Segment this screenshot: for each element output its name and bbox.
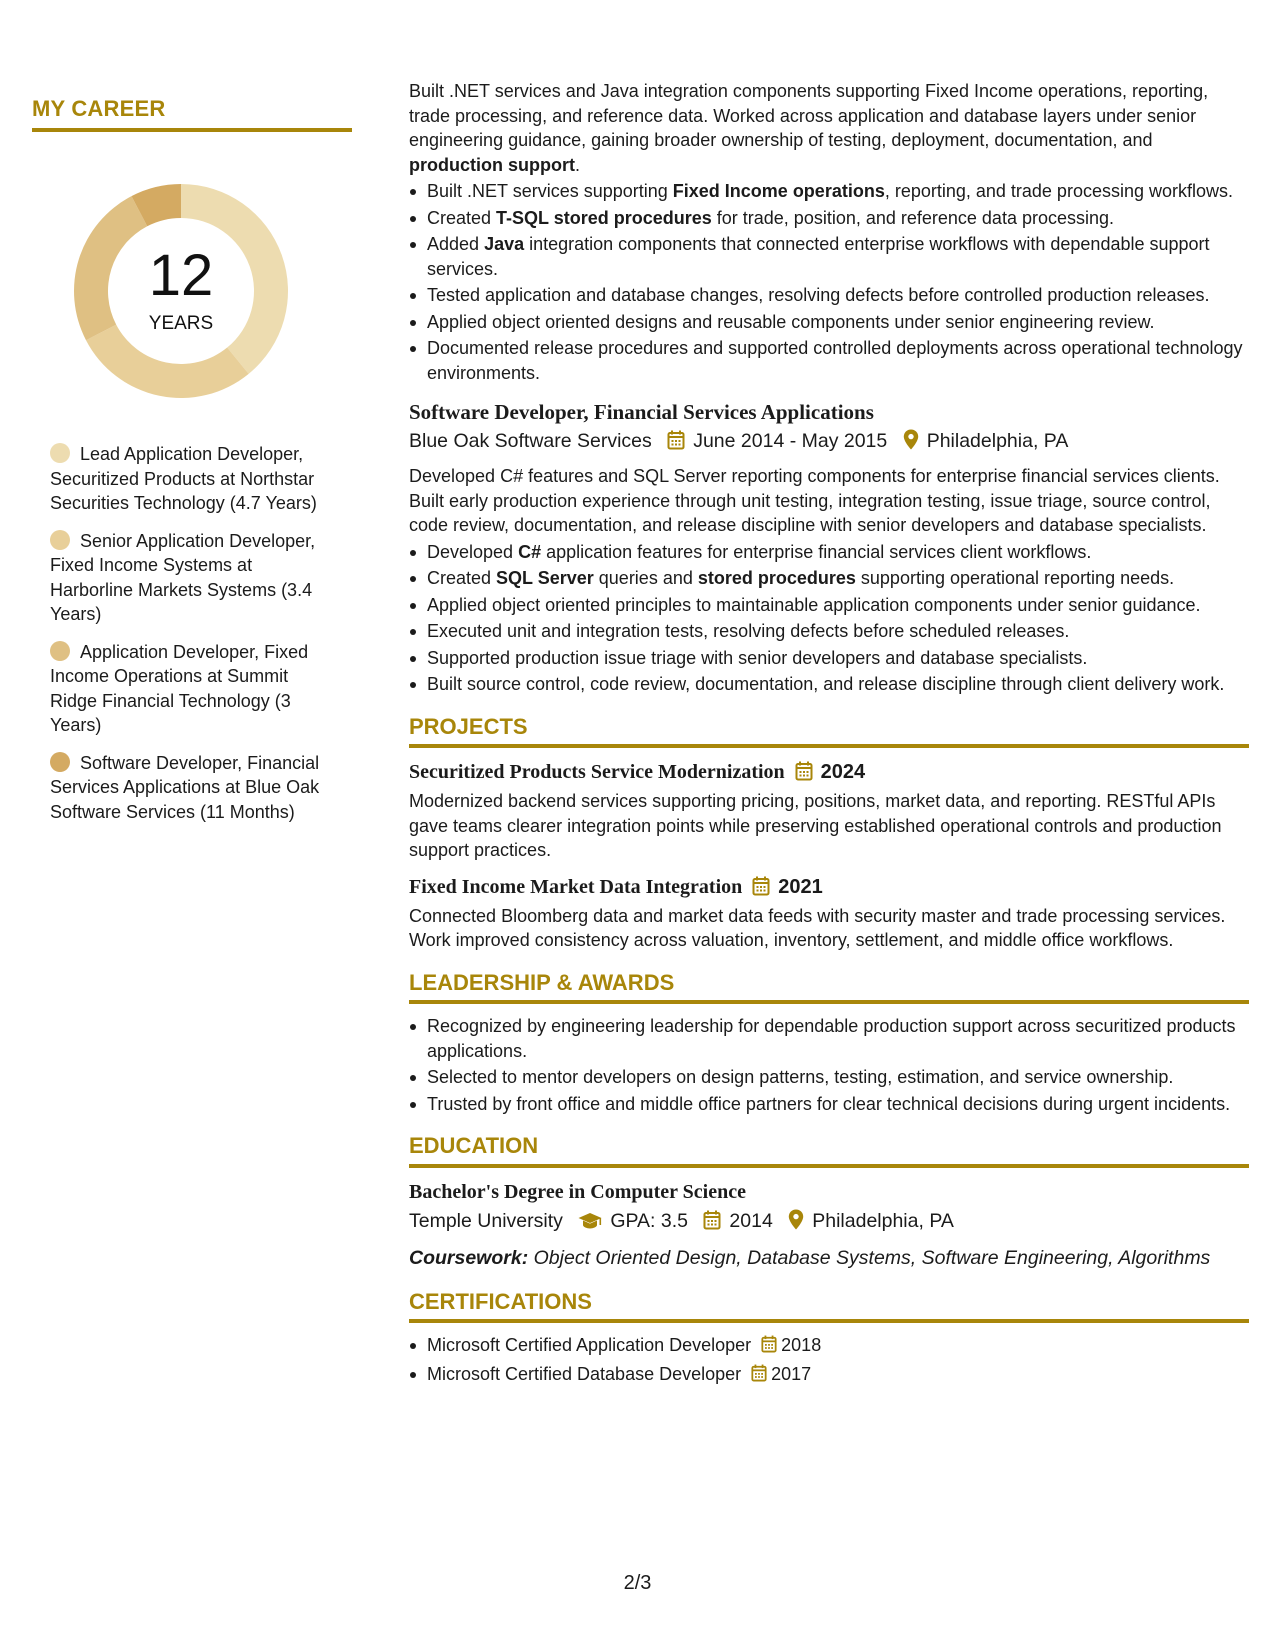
legend-item [50, 529, 332, 627]
calendar-icon [667, 429, 685, 459]
text: application features for enterprise financial services client workflows. [541, 541, 1092, 562]
job-bullets [409, 179, 1249, 385]
legend-label: Lead Application Developer, Securitized Products at Northstar Securities Technology (4.7 Years) [50, 444, 317, 513]
project-description: Connected Bloomberg data and market data feeds with security master and trade processing services. Work improved consistency across valuation, inventory, settlement, and middle office workflows. [409, 905, 1226, 950]
text: Developed [427, 541, 519, 562]
degree-title: Bachelor's Degree in Computer Science [409, 1180, 746, 1203]
text: for trade, position, and reference data processing. [711, 207, 1115, 228]
coursework-list: Object Oriented Design, Database Systems, Software Engineering, Algorithms [533, 1246, 1211, 1269]
job-dates: June 2014 - May 2015 [693, 430, 888, 452]
bold-text: stored procedures [697, 568, 856, 588]
legend-label: Senior Application Developer, Fixed Income Systems at Harborline Markets Systems (3.4 Years) [50, 530, 316, 624]
graduation-cap-icon [578, 1209, 602, 1239]
bullet: Built source control, code review, documentation, and release discipline through client delivery work. [409, 672, 1249, 697]
bullet [409, 566, 1249, 591]
bullet: Applied object oriented designs and reusable components under senior engineering review. [409, 310, 1249, 335]
job-location: Philadelphia, PA [926, 430, 1069, 452]
bold-text: Fixed Income operations [672, 181, 885, 201]
bullet: Executed unit and integration tests, resolving defects before scheduled releases. [409, 619, 1249, 644]
calendar-icon [751, 1364, 767, 1389]
bullet: Tested application and database changes, resolving defects before controlled production releases. [409, 283, 1249, 308]
job-summary [409, 79, 1249, 177]
job-summary: Developed C# features and SQL Server reporting components for enterprise financial services clients. Built early production experience through unit testing, integration testing, issue triage, source control, code review, documentation, and release discipline with senior developers and database specialists. [409, 466, 1220, 535]
text: , reporting, and trade processing workflows. [884, 181, 1233, 201]
bold-text: T-SQL stored procedures [496, 207, 712, 228]
text: Built .NET services and Java integration components supporting Fixed Income operations, reporting, trade processing, and reference data. Worked across application and database layers under senior engineering guidance, gaining broader ownership of testing, deployment, documentation, and [409, 81, 1209, 150]
bullet [409, 540, 1249, 565]
calendar-icon [795, 761, 813, 789]
bullet [409, 179, 1249, 204]
calendar-icon [703, 1209, 721, 1239]
legend-item [50, 442, 332, 516]
company-name: Blue Oak Software Services [409, 430, 652, 452]
project-year: 2024 [820, 761, 866, 783]
legend-item [50, 751, 332, 825]
bullet: Supported production issue triage with senior developers and database specialists. [409, 646, 1249, 671]
leadership-section-title: LEADERSHIP & AWARDS [409, 971, 1249, 1005]
total-years-unit: YEARS [148, 313, 214, 334]
text: Built .NET services supporting [427, 181, 673, 201]
bold-text: C# [518, 541, 542, 562]
location-pin-icon [903, 429, 919, 459]
text: Created [427, 207, 497, 228]
bullet: Selected to mentor developers on design patterns, testing, estimation, and service ownership. [409, 1065, 1249, 1090]
project-description: Modernized backend services supporting pricing, positions, market data, and reporting. RESTful APIs gave teams clearer integration points while preserving established operational controls and production support practices. [409, 791, 1222, 860]
coursework [409, 1244, 1249, 1272]
career-legend [32, 442, 332, 824]
legend-label: Software Developer, Financial Services Applications at Blue Oak Software Services (11 Months) [50, 752, 320, 822]
calendar-icon [761, 1335, 777, 1360]
project-title-row [409, 873, 1249, 904]
certification-item [409, 1362, 1249, 1389]
bold-text: Java [484, 234, 525, 254]
certification-year: 2017 [771, 1363, 812, 1384]
text: queries and [593, 568, 698, 588]
certification-name: Microsoft Certified Application Developer [427, 1335, 752, 1355]
coursework-label: Coursework: [409, 1246, 529, 1269]
project-title-row [409, 758, 1249, 789]
project-year: 2021 [778, 875, 823, 898]
location-pin-icon [788, 1209, 804, 1239]
bullet: Recognized by engineering leadership for dependable production support across securitized products applications. [409, 1014, 1249, 1063]
certifications-section-title: CERTIFICATIONS [409, 1290, 1249, 1324]
job-bullets [409, 540, 1249, 697]
bullet [409, 232, 1249, 281]
school-location: Philadelphia, PA [812, 1209, 954, 1232]
main-content [409, 79, 1249, 1388]
text: integration components that connected enterprise workflows with dependable support services. [427, 234, 1210, 279]
legend-dot [50, 752, 70, 772]
job-meta [409, 426, 1249, 459]
text: Created [427, 568, 497, 588]
job-title: Software Developer, Financial Services Applications [409, 400, 874, 424]
legend-label: Application Developer, Fixed Income Operations at Summit Ridge Financial Technology (3 Years) [50, 641, 309, 735]
certification-year: 2018 [781, 1335, 822, 1355]
school-name: Temple University [409, 1209, 563, 1232]
projects-section-title: PROJECTS [409, 715, 1249, 749]
total-years-value: 12 [148, 243, 214, 308]
career-donut-chart [66, 176, 296, 406]
certification-item [409, 1333, 1249, 1360]
bold-text: SQL Server [496, 568, 594, 588]
leadership-bullets [409, 1014, 1249, 1116]
project-title: Fixed Income Market Data Integration [409, 875, 743, 898]
calendar-icon [752, 876, 770, 904]
bold-text: production support [409, 154, 575, 175]
education-meta [409, 1206, 1249, 1239]
graduation-year: 2014 [729, 1209, 773, 1232]
certification-name: Microsoft Certified Database Developer [427, 1363, 742, 1384]
legend-dot [50, 530, 70, 550]
donut-center [66, 176, 296, 406]
legend-item [50, 640, 332, 738]
legend-dot [50, 443, 70, 463]
text: . [574, 154, 580, 175]
bullet: Applied object oriented principles to maintainable application components under senior guidance. [409, 593, 1249, 618]
legend-dot [50, 641, 70, 661]
certification-bullets [409, 1333, 1249, 1388]
page-number: 2/3 [623, 1572, 652, 1594]
career-sidebar [32, 96, 352, 837]
bullet [409, 206, 1249, 231]
career-section-title: MY CAREER [32, 96, 352, 132]
bullet: Documented release procedures and supported controlled deployments across operational technology environments. [409, 336, 1249, 385]
text: Added [427, 234, 485, 254]
text: supporting operational reporting needs. [855, 568, 1175, 588]
education-section-title: EDUCATION [409, 1134, 1249, 1168]
bullet: Trusted by front office and middle office partners for clear technical decisions during urgent incidents. [409, 1092, 1249, 1117]
gpa: GPA: 3.5 [610, 1209, 688, 1232]
project-title: Securitized Products Service Modernization [409, 761, 785, 783]
